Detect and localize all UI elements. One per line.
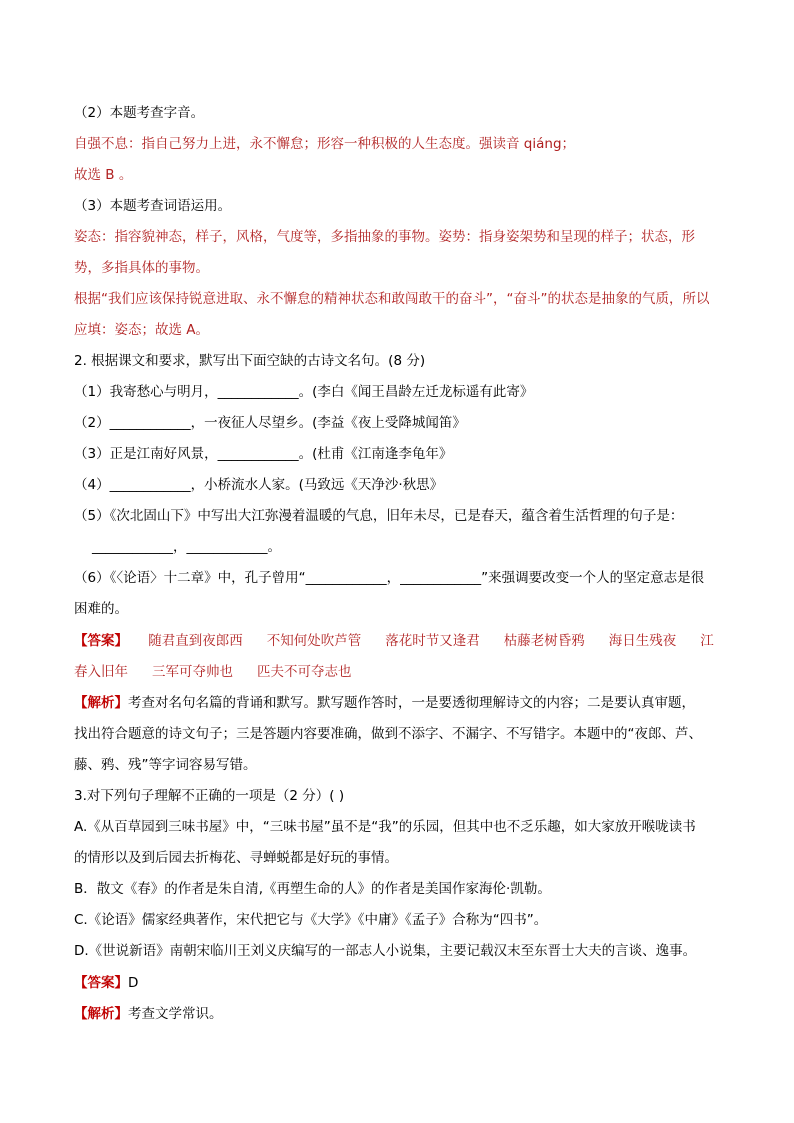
- q2-answer-row-1: [74, 632, 724, 650]
- q1-part2-choice: 故选 B 。: [74, 167, 133, 183]
- q2-analysis-2: 找出符合题意的诗文句子；三是答题内容要准确，做到不添字、不漏字、不写错字。本题中的“夜郎、芦、: [74, 726, 702, 742]
- q2-item-4: （4）____________，小桥流水人家。(马致远《天净沙·秋思》: [74, 477, 444, 493]
- q1-part3-explanation-2: 势，多指具体的事物。: [74, 260, 209, 276]
- q2-analysis-label: 【解析】: [74, 695, 128, 711]
- q2-item-3: （3）正是江南好风景，____________。(杜甫《江南逢李龟年》: [74, 446, 453, 462]
- q3-analysis: [74, 1005, 724, 1023]
- q1-part3-reason-1: 根据“我们应该保持锐意进取、永不懈怠的精神状态和敢闯敢干的奋斗”，“奋斗”的状态是抽象的气质，所以: [74, 291, 710, 307]
- q3-option-d: D.《世说新语》南朝宋临川王刘义庆编写的一部志人小说集，主要记载汉末至东晋士大夫的言谈、逸事。: [74, 943, 697, 959]
- q2-answer-3: 落花时节又逢君: [385, 633, 480, 649]
- q3-option-a-line-2: 的情形以及到后园去折梅花、寻蝉蜕都是好玩的事情。: [74, 850, 398, 866]
- q2-title: 2. 根据课文和要求，默写出下面空缺的古诗文名句。(8 分): [74, 353, 426, 369]
- q2-answer-5: 海日生残夜: [608, 633, 677, 649]
- q2-analysis-text-1: 考查对名句名篇的背诵和默写。默写题作答时，一是要透彻理解诗文的内容；二是要认真审题，: [128, 695, 695, 711]
- q2-answer-4: 枯藤老树昏鸦: [503, 633, 585, 649]
- q3-answer-value: D: [128, 975, 139, 991]
- q2-answer-label: 【答案】: [74, 633, 128, 649]
- q2-item-2: （2）____________，一夜征人尽望乡。(李益《夜上受降城闻笛》: [74, 415, 466, 431]
- q2-item-5-line-2: ____________，____________。: [92, 539, 281, 555]
- q2-item-5-line-1: （5）《次北固山下》中写出大江弥漫着温暖的气息，旧年未尽，已是春天，蕴含着生活哲理的句子是：: [74, 508, 684, 524]
- q3-analysis-value: 考查文学常识。: [128, 1006, 223, 1022]
- q2-answer-6-start: 江: [700, 633, 714, 649]
- q2-answer-6-end: 春入旧年: [74, 664, 128, 680]
- q1-part3-explanation-1: 姿态：指容貌神态，样子，风格，气度等，多指抽象的事物。姿势：指身姿架势和呈现的样子；状态，形: [74, 229, 695, 245]
- q1-part3-title: （3）本题考查词语运用。: [74, 198, 232, 214]
- q3-option-b: B．散文《春》的作者是朱自清,《再塑生命的人》的作者是美国作家海伦·凯勒。: [74, 881, 551, 897]
- q2-answer-7: 三军可夺帅也: [152, 664, 233, 680]
- q3-title: 3.对下列句子理解不正确的一项是（2 分）( ): [74, 788, 345, 804]
- q2-answer-8: 匹夫不可夺志也: [257, 664, 352, 680]
- q3-option-c: C.《论语》儒家经典著作，宋代把它与《大学》《中庸》《孟子》合称为“四书”。: [74, 912, 548, 928]
- q3-answer-label: 【答案】: [74, 975, 128, 991]
- q2-item-6-line-2: 困难的。: [74, 601, 128, 617]
- q1-part2-explanation: 自强不息：指自己努力上进，永不懈怠；形容一种积极的人生态度。强读音 qiáng；: [74, 136, 576, 152]
- q1-part3-reason-2: 应填：姿态；故选 A。: [74, 322, 210, 338]
- q3-analysis-label: 【解析】: [74, 1006, 128, 1022]
- q2-answer-1: 随君直到夜郎西: [148, 633, 243, 649]
- q1-part2-title: （2）本题考查字音。: [74, 105, 205, 121]
- q2-answer-2: 不知何处吹芦管: [266, 633, 362, 649]
- q2-answer-row-2: [74, 663, 724, 681]
- q2-item-6-line-1: （6）《〈论语〉十二章》中，孔子曾用“____________，____________”来强调要改变一个人的坚定意志是很: [74, 570, 705, 586]
- q3-answer: [74, 974, 724, 992]
- q3-option-a-line-1: A.《从百草园到三味书屋》中，“三味书屋”虽不是“我”的乐园，但其中也不乏乐趣，如大家放开喉咙读书: [74, 819, 696, 835]
- q2-analysis-3: 藤、鸦、残”等字词容易写错。: [74, 757, 257, 773]
- q2-item-1: （1）我寄愁心与明月，____________。(李白《闻王昌龄左迁龙标遥有此寄》: [74, 384, 534, 400]
- q2-analysis-1: [74, 694, 724, 712]
